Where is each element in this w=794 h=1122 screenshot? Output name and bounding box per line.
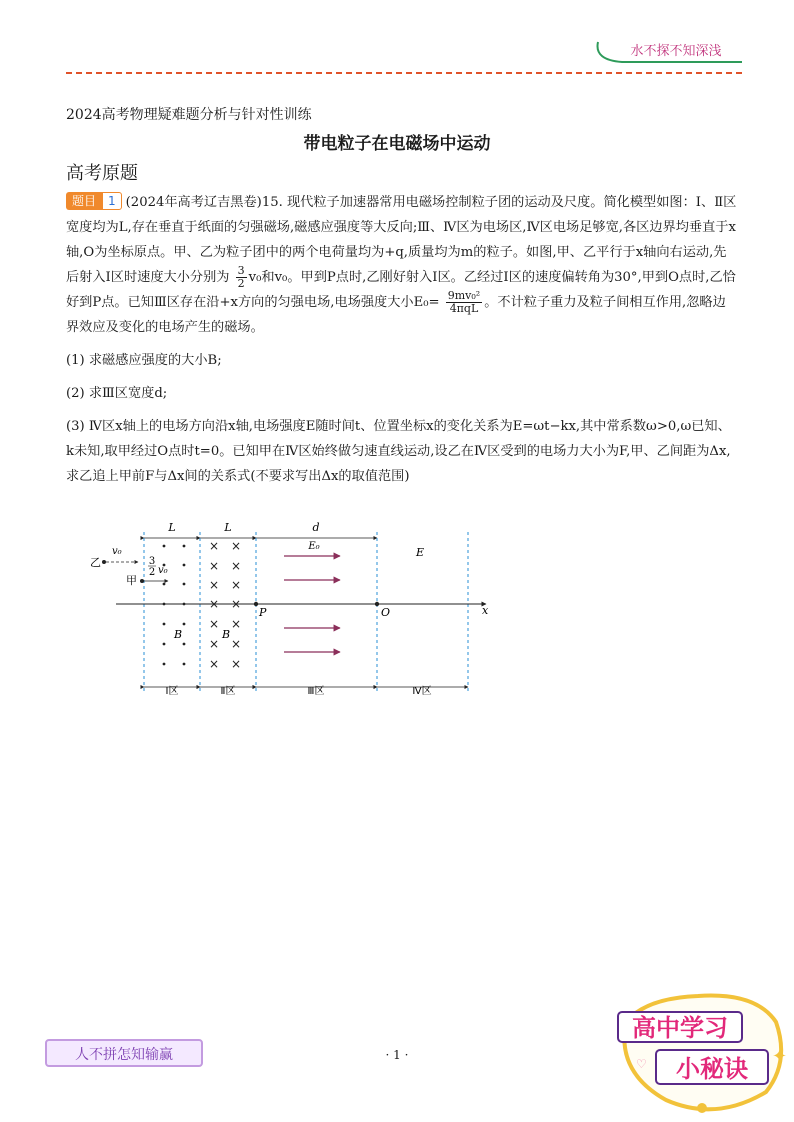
page-title: 带电粒子在电磁场中运动 [303,134,491,154]
problem-intro-text: 现代粒子加速器常用电磁场控制粒子团的运动及尺度。简化模型如图：Ⅰ、Ⅱ区宽度均为L,存在垂直于纸面的匀强磁场,磁感应强度等大反向;Ⅲ、Ⅳ区为电场区,Ⅳ区电场足够宽,各区边界均垂直于x轴,O为坐标原点。甲、乙为粒子团中的两个电荷量均为+q,质量均为m的粒子。如图,甲、乙平行于x轴向右运动,先后射入Ⅰ区时速度大小分别为 [66,195,737,285]
heart-icon: ♡ [636,1057,647,1071]
problem-intro [66,190,738,340]
region-1-field-dots [163,545,186,666]
label-jia-v0: v₀ [158,565,168,576]
logo-line-2: 小秘诀 [676,1055,748,1083]
label-jia: 甲 [126,574,137,587]
point-o [375,602,379,606]
problem-block [66,190,738,489]
problem-badge: 题目 [66,192,102,210]
label-P: P [259,606,267,619]
logo-line-1: 高中学习 [632,1014,728,1042]
label-region-1: Ⅰ区 [165,686,179,697]
label-L1: L [168,521,176,534]
svg-text:×: × [230,637,242,651]
problem-intro-end: 。不计粒子重力及粒子间相互作用,忽略边界效应及变化的电场产生的磁场。 [66,295,726,335]
label-E: E [415,546,425,559]
sparkle-icon: ✦ [772,1046,788,1067]
header-divider [66,72,742,74]
svg-text:×: × [208,657,220,671]
problem-source: (2024年高考辽吉黑卷)15. [125,195,283,210]
problem-badge-number: 1 [102,192,122,210]
question-2: (2) 求Ⅲ区宽度d; [66,386,168,401]
point-p [254,602,258,606]
label-yi-v0: v₀ [112,546,122,557]
svg-text:×: × [230,578,242,592]
svg-text:×: × [230,559,242,573]
page-number: · 1 · [385,1048,409,1062]
fraction-three-halves: $\frac{3}{2}$ [237,264,245,290]
section-heading: 高考原题 [66,163,138,184]
label-E0: E₀ [308,541,320,552]
label-O: O [381,606,391,619]
label-frac-den: 2 [148,567,156,578]
label-frac-num: 3 [148,556,156,567]
svg-text:×: × [230,539,242,553]
label-B2: B [222,628,231,641]
fraction-e0: $\frac{\text{9mv₀²}}{\text{4πqL}}$ [447,289,481,315]
label-region-4: Ⅳ区 [412,686,432,697]
particle-jia [140,579,144,583]
svg-text:×: × [230,617,242,631]
flower-icon [697,1103,707,1113]
label-yi: 乙 [90,556,101,569]
header-stamp-text: 水不探不知深浅 [630,44,722,59]
label-L2: L [224,521,232,534]
svg-text:×: × [208,597,220,611]
label-region-3: Ⅲ区 [307,686,325,697]
svg-text:×: × [230,657,242,671]
label-d: d [312,521,320,534]
question-3: (3) Ⅳ区x轴上的电场方向沿x轴,电场强度E随时间t、位置坐标x的变化关系为E=ωt−kx,其中常系数ω>0,ω已知、k未知,取甲经过O点时t=0。已知甲在Ⅳ区始终做匀速直线运动,设乙在Ⅳ区受到的电场力大小为F,甲、乙间距为Δx,求乙追上甲前F与Δx间的关系式(不要求写出Δx的取值范围) [66,419,731,484]
footer-stamp: 人不拼怎知输赢 [45,1039,203,1067]
label-B1: B [174,628,183,641]
label-x: x [482,604,489,617]
field-diagram [84,518,504,704]
label-region-2: Ⅱ区 [220,686,236,697]
svg-text:×: × [230,597,242,611]
svg-text:×: × [208,539,220,553]
problem-intro-v0: v₀和v₀。甲到P点时,乙刚好射入Ⅰ区。乙经过Ⅰ区的速度偏转角为30°,甲到O点时,乙恰好到P点。已知Ⅲ区存在沿+x方向的匀强电场,电场强度大小E₀= [66,270,736,310]
svg-text:×: × [208,559,220,573]
svg-text:×: × [208,578,220,592]
study-logo [606,982,790,1120]
svg-text:×: × [208,617,220,631]
svg-text:×: × [208,637,220,651]
region-2-field-crosses [209,539,241,671]
series-title: 2024高考物理疑难题分析与针对性训练 [66,107,312,123]
question-1: (1) 求磁感应强度的大小B; [66,353,222,368]
particle-yi [102,560,106,564]
header-stamp [592,38,752,64]
